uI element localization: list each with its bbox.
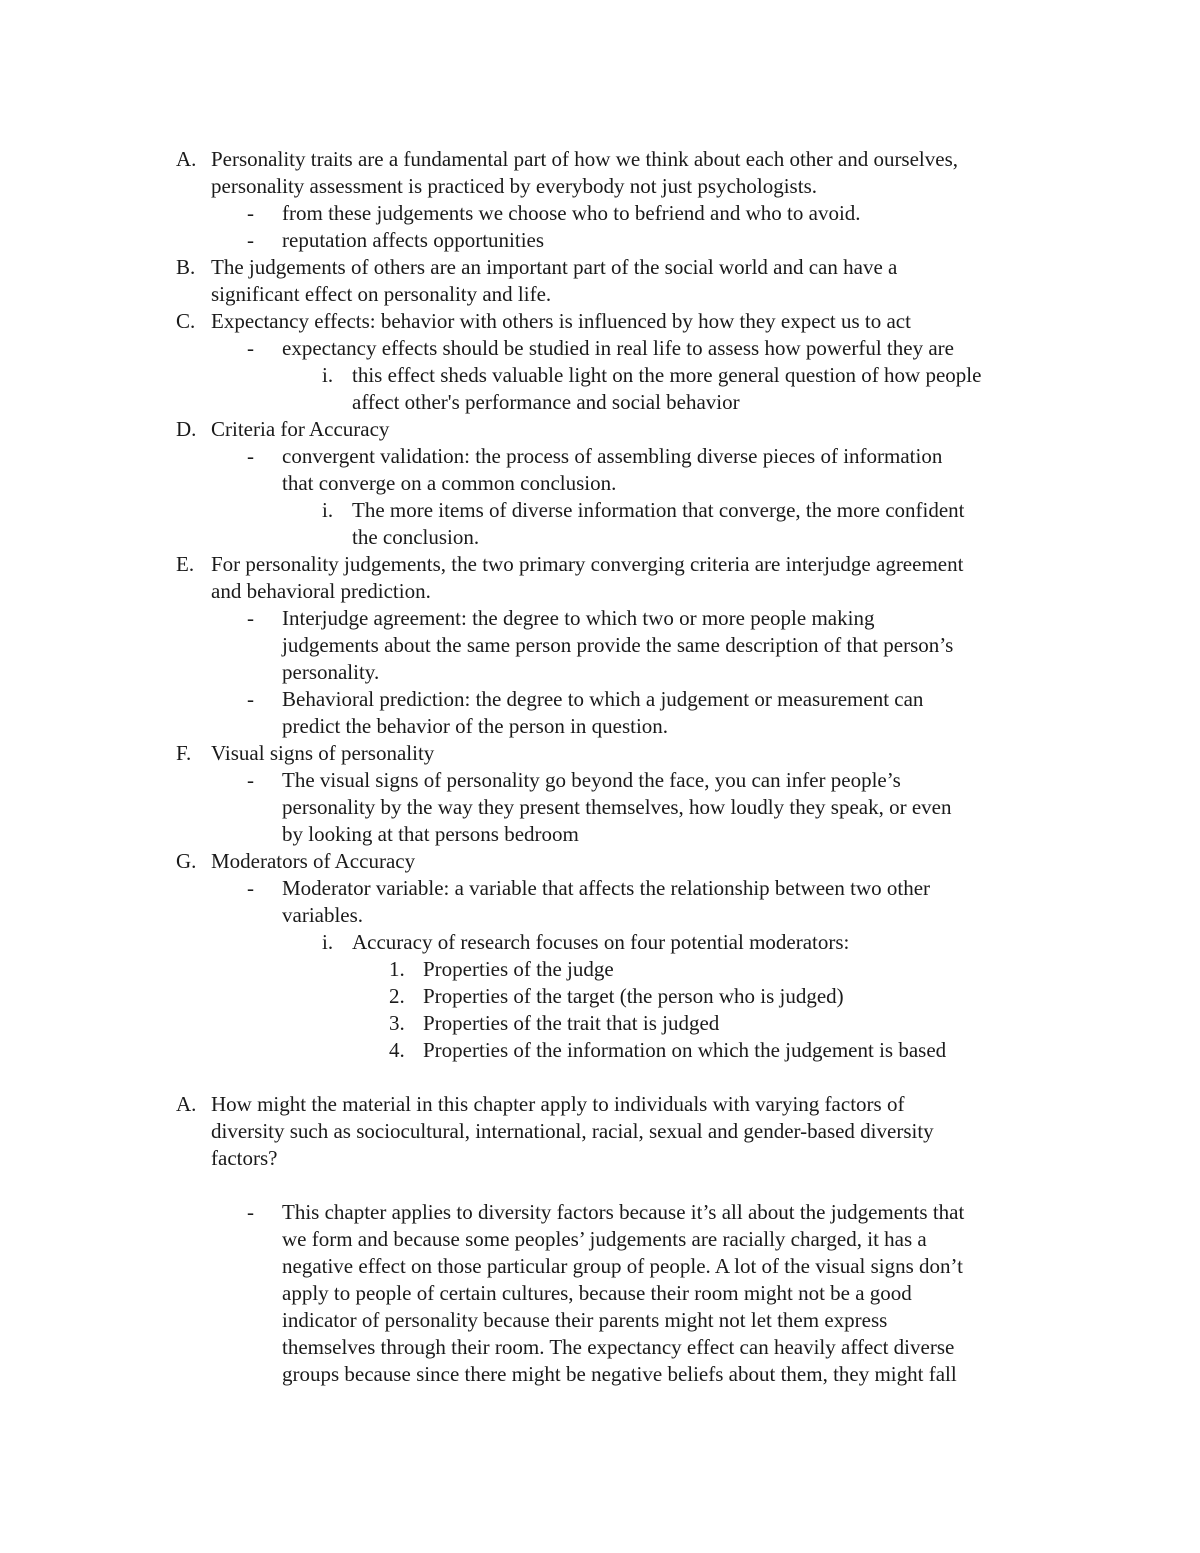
list-item-text: Accuracy of research focuses on four potential moderators: <box>352 930 850 954</box>
list-item-text: expectancy effects should be studied in real life to assess how powerful they are <box>282 336 954 360</box>
list-item-text: The more items of diverse information that converge, the more confident <box>352 498 965 522</box>
list-item-text: groups because since there might be negative beliefs about them, they might fall <box>282 1362 957 1386</box>
list-item-text: Moderators of Accuracy <box>211 849 416 873</box>
list-item-text: variables. <box>282 903 364 927</box>
list-item-text: Moderator variable: a variable that affects the relationship between two other <box>282 876 931 900</box>
list-marker: A. <box>176 1092 197 1116</box>
list-marker: F. <box>176 741 192 765</box>
list-item-text: Expectancy effects: behavior with others is influenced by how they expect us to act <box>211 309 911 333</box>
list-item-text: factors? <box>211 1146 278 1170</box>
list-item-text: Behavioral prediction: the degree to which a judgement or measurement can <box>282 687 924 711</box>
list-item-text: themselves through their room. The expectancy effect can heavily affect diverse <box>282 1335 955 1359</box>
list-item-text: we form and because some peoples’ judgements are racially charged, it has a <box>282 1227 927 1251</box>
list-item-text: How might the material in this chapter apply to individuals with varying factors of <box>211 1092 905 1116</box>
list-marker: - <box>247 768 254 792</box>
list-item-text: Properties of the target (the person who is judged) <box>423 984 844 1008</box>
list-item-text: negative effect on those particular group of people. A lot of the visual signs don’t <box>282 1254 963 1278</box>
list-marker: G. <box>176 849 197 873</box>
list-marker: 4. <box>389 1038 405 1062</box>
list-marker: C. <box>176 309 196 333</box>
list-marker: 1. <box>389 957 405 981</box>
list-item-text: from these judgements we choose who to befriend and who to avoid. <box>282 201 861 225</box>
list-item-text: diversity such as sociocultural, international, racial, sexual and gender-based diversity <box>211 1119 934 1143</box>
list-marker: - <box>247 201 254 225</box>
list-item-text: For personality judgements, the two primary converging criteria are interjudge agreement <box>211 552 964 576</box>
list-item-text: judgements about the same person provide the same description of that person’s <box>282 633 954 657</box>
list-item-text: personality assessment is practiced by everybody not just psychologists. <box>211 174 817 198</box>
list-marker: - <box>247 228 254 252</box>
list-item-text: This chapter applies to diversity factors because it’s all about the judgements that <box>282 1200 965 1224</box>
list-item-text: Interjudge agreement: the degree to which two or more people making <box>282 606 875 630</box>
list-item-text: significant effect on personality and life. <box>211 282 552 306</box>
list-item-text: personality by the way they present themselves, how loudly they speak, or even <box>282 795 952 819</box>
list-item-text: Personality traits are a fundamental part of how we think about each other and ourselves, <box>211 147 959 171</box>
list-item-text: that converge on a common conclusion. <box>282 471 617 495</box>
list-marker: - <box>247 606 254 630</box>
list-marker: - <box>247 444 254 468</box>
list-item-text: predict the behavior of the person in question. <box>282 714 669 738</box>
list-item-text: reputation affects opportunities <box>282 228 545 252</box>
list-marker: - <box>247 336 254 360</box>
list-item-text: convergent validation: the process of assembling diverse pieces of information <box>282 444 943 468</box>
list-item-text: by looking at that persons bedroom <box>282 822 579 846</box>
list-marker: 2. <box>389 984 405 1008</box>
list-item-text: The visual signs of personality go beyond the face, you can infer people’s <box>282 768 901 792</box>
list-marker: A. <box>176 147 197 171</box>
list-item-text: Properties of the judge <box>423 957 614 981</box>
list-marker: D. <box>176 417 197 441</box>
list-marker: - <box>247 687 254 711</box>
list-marker: 3. <box>389 1011 405 1035</box>
list-item-text: affect other's performance and social behavior <box>352 390 740 414</box>
list-item-text: indicator of personality because their parents might not let them express <box>282 1308 888 1332</box>
list-marker: E. <box>176 552 195 576</box>
list-item-text: The judgements of others are an important part of the social world and can have a <box>211 255 898 279</box>
list-marker: B. <box>176 255 196 279</box>
list-marker: i. <box>322 930 334 954</box>
list-marker: i. <box>322 498 334 522</box>
list-item-text: this effect sheds valuable light on the more general question of how people <box>352 363 982 387</box>
list-item-text: the conclusion. <box>352 525 480 549</box>
list-marker: i. <box>322 363 334 387</box>
list-item-text: Properties of the trait that is judged <box>423 1011 720 1035</box>
list-item-text: Criteria for Accuracy <box>211 417 390 441</box>
list-item-text: Properties of the information on which the judgement is based <box>423 1038 947 1062</box>
list-item-text: and behavioral prediction. <box>211 579 431 603</box>
list-marker: - <box>247 876 254 900</box>
list-item-text: Visual signs of personality <box>211 741 435 765</box>
list-marker: - <box>247 1200 254 1224</box>
list-item-text: personality. <box>282 660 380 684</box>
list-item-text: apply to people of certain cultures, because their room might not be a good <box>282 1281 912 1305</box>
